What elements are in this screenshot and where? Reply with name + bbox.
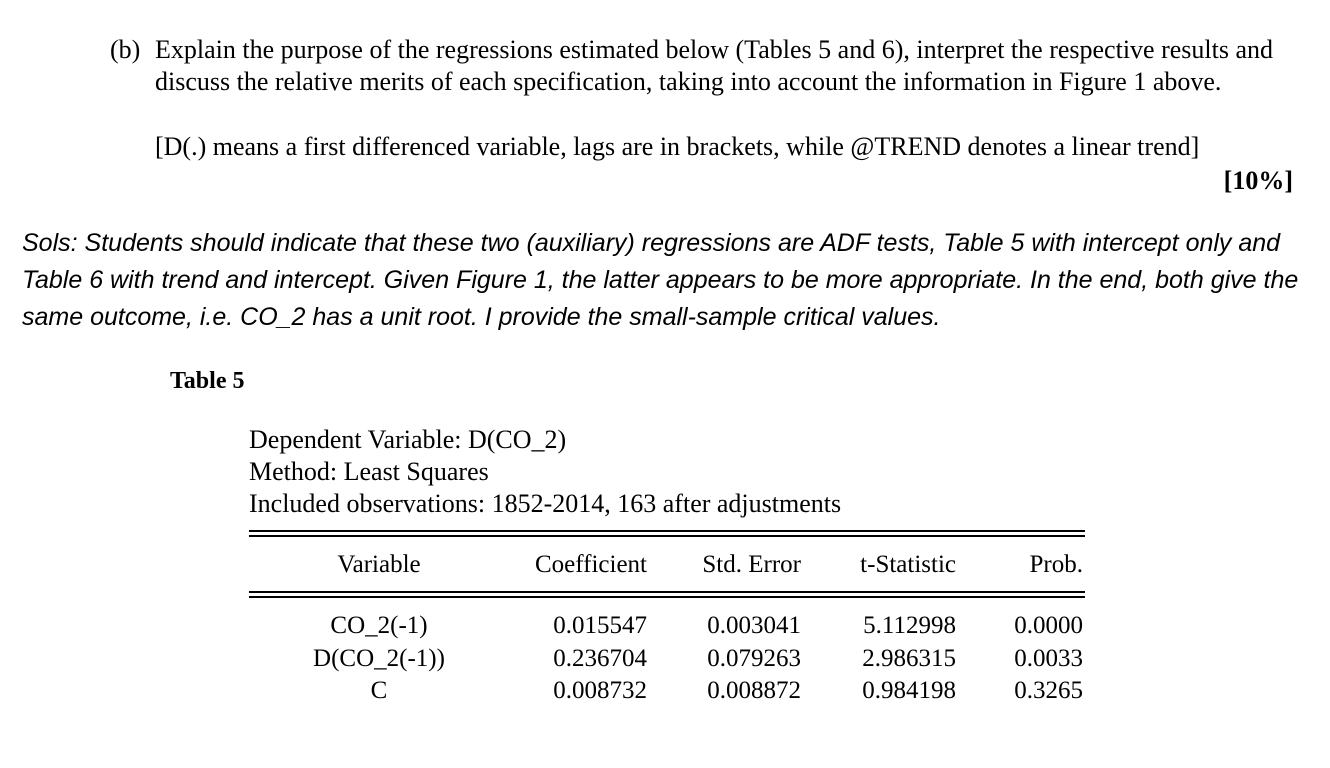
question-label: (b): [110, 35, 141, 64]
row-t-statistic: 0.984198: [862, 677, 956, 704]
dependent-variable: Dependent Variable: D(CO_2): [249, 425, 567, 454]
row-t-statistic: 5.112998: [863, 612, 956, 639]
row-coefficient: 0.236704: [553, 645, 647, 672]
question-text: Explain the purpose of the regressions estimated below (Tables 5 and 6), interpret the respective results and discuss the relative merits of each specification, taking into account the information in Figure 1 above.: [155, 35, 1273, 96]
question-note: [D(.) means a first differenced variable, lags are in brackets, while @TREND denotes a linear trend]: [155, 132, 1200, 161]
row-prob: 0.3265: [1014, 677, 1083, 704]
row-t-statistic: 2.986315: [862, 645, 956, 672]
table-rule-top-2: [249, 535, 1085, 537]
row-std-error: 0.003041: [707, 612, 801, 639]
solution-prefix: Sols:: [22, 229, 78, 257]
table-rule-mid-2: [249, 596, 1085, 598]
regression-header: [249, 424, 841, 520]
column-header-coefficient: Coefficient: [535, 551, 647, 578]
row-variable: CO_2(-1): [330, 612, 428, 639]
row-prob: 0.0033: [1014, 645, 1083, 672]
solution-text: [22, 225, 1314, 336]
row-std-error: 0.079263: [707, 645, 801, 672]
table-rule-top-1: [249, 530, 1085, 532]
included-observations: Included observations: 1852-2014, 163 after adjustments: [249, 489, 842, 518]
row-prob: 0.0000: [1014, 612, 1083, 639]
row-variable: C: [370, 677, 388, 704]
table-title: Table 5: [170, 368, 245, 394]
row-variable: D(CO_2(-1)): [313, 645, 445, 672]
column-header-variable: Variable: [337, 551, 421, 578]
row-coefficient: 0.015547: [553, 612, 647, 639]
solution-body: Students should indicate that these two (auxiliary) regressions are ADF tests, Table 5 with intercept only and Table 6 with trend and intercept. Given Figure 1, the latter appears to be more appropriate. In the end, both give the same outcome, i.e. CO_2 has a unit root. I provide the small-sample critical values.: [22, 229, 1299, 331]
row-coefficient: 0.008732: [553, 677, 647, 704]
table-rule-mid-1: [249, 591, 1085, 593]
question-marks: [10%]: [1223, 166, 1293, 195]
regression-table: [249, 530, 1085, 710]
column-header-prob: Prob.: [1029, 551, 1083, 578]
row-std-error: 0.008872: [707, 677, 801, 704]
column-header-t-statistic: t-Statistic: [860, 551, 956, 578]
column-header-std-error: Std. Error: [702, 551, 801, 578]
estimation-method: Method: Least Squares: [249, 457, 489, 486]
